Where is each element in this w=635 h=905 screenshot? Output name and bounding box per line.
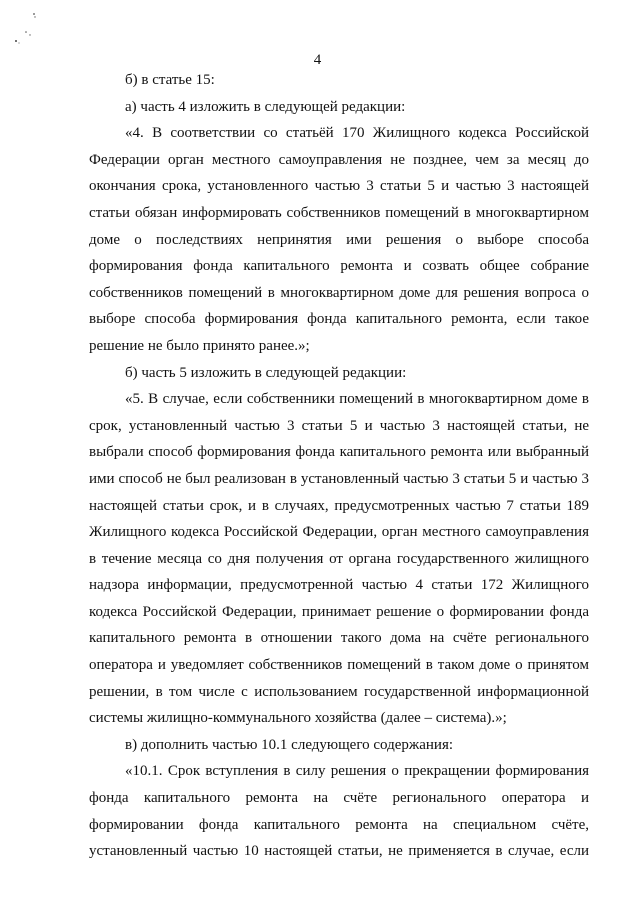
text-line: выборе способа формирования фонда капитального ремонта, если такое: [89, 311, 589, 328]
text-line: выбрали способ формирования фонда капитального ремонта или выбранный: [89, 444, 589, 461]
text-line: «5. В случае, если собственники помещений в многоквартирном доме в: [125, 391, 589, 408]
text-line: «4. В соответствии со статьёй 170 Жилищного кодекса Российской: [125, 125, 589, 142]
text-line: б) в статье 15:: [125, 72, 215, 88]
text-line: «10.1. Срок вступления в силу решения о прекращении формирования: [125, 763, 589, 780]
text-line: Федерации орган местного самоуправления не позднее, чем за месяц до: [89, 151, 589, 168]
text-line: кодекса Российской Федерации, принимает решение о формировании фонда: [89, 603, 589, 620]
text-line: системы жилищно-коммунального хозяйства (далее – система).»;: [89, 710, 507, 727]
document-body: [89, 67, 589, 865]
text-line: решении, в том числе с использованием государственной информационной: [89, 683, 589, 700]
text-line: оператора и уведомляет собственников помещений в таком доме о принятом: [89, 657, 589, 674]
text-line: фонда капитального ремонта на счёте регионального оператора и: [89, 790, 589, 807]
text-line: ими способ не был реализован в установленный частью 3 статьи 5 и частью 3: [89, 470, 589, 487]
text-line: формировании фонда капитального ремонта на специальном счёте,: [89, 816, 589, 833]
text-line: статьи обязан информировать собственников помещений в многоквартирном: [89, 204, 589, 221]
text-line: б) часть 5 изложить в следующей редакции:: [125, 364, 407, 381]
text-line: срок, установленный частью 3 статьи 5 и частью 3 настоящей статьи, не: [89, 417, 589, 434]
text-line: капитального ремонта в отношении такого дома на счёте регионального: [89, 630, 589, 647]
text-line: установленный частью 10 настоящей статьи, не применяется в случае, если: [89, 843, 589, 860]
text-line: а) часть 4 изложить в следующей редакции:: [125, 98, 406, 115]
scan-artifact-marks: [6, 8, 36, 48]
text-line: формирования фонда капитального ремонта и созвать общее собрание: [89, 258, 589, 275]
text-line: настоящей статьи срок, и в случаях, предусмотренных частью 7 статьи 189: [89, 497, 589, 514]
text-line: собственников помещений в многоквартирном доме для решения вопроса о: [89, 284, 589, 301]
text-line: окончания срока, установленного частью 3 статьи 5 и частью 3 настоящей: [89, 178, 589, 195]
text-line: в течение месяца со дня получения от органа государственного жилищного: [89, 550, 589, 567]
text-line: Жилищного кодекса Российской Федерации, орган местного самоуправления: [89, 524, 589, 541]
text-line: в) дополнить частью 10.1 следующего содержания:: [125, 736, 454, 753]
page-number: 4: [313, 52, 322, 68]
text-line: надзора информации, предусмотренной частью 4 статьи 172 Жилищного: [89, 577, 589, 594]
text-line: решение не было принято ранее.»;: [89, 337, 310, 354]
text-line: доме о последствиях непринятия ими решения о выборе способа: [89, 231, 589, 248]
